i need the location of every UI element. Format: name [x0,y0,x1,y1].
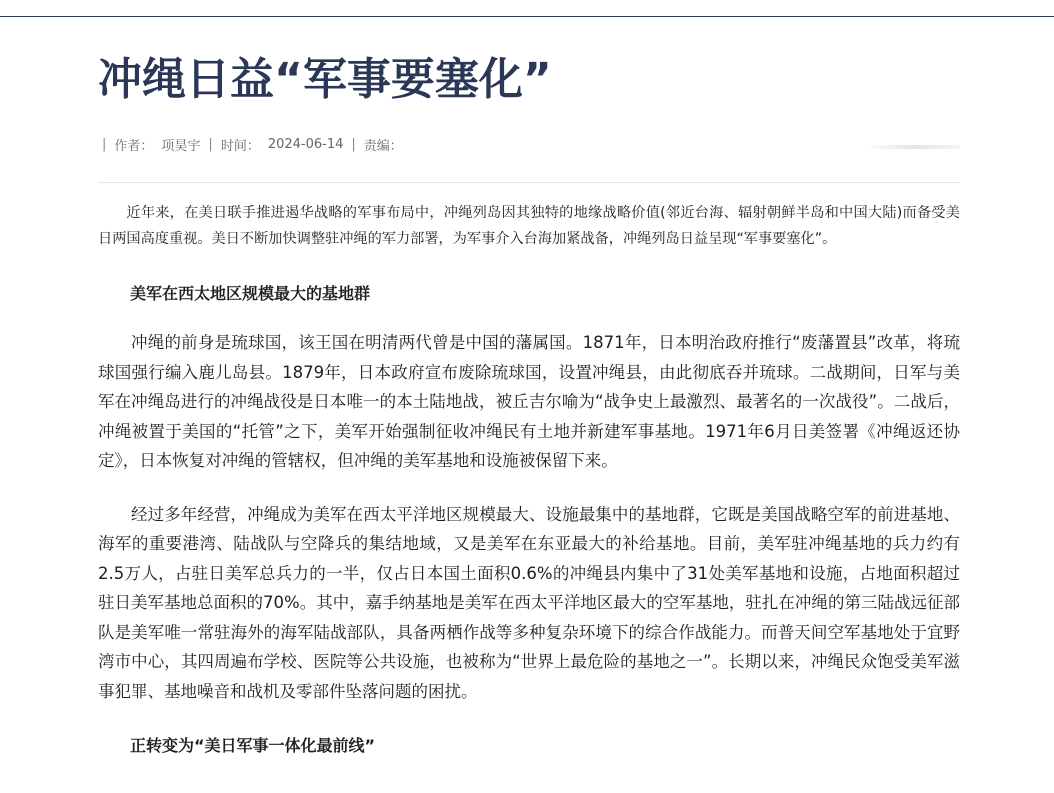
section-heading-2: 正转变为“美日军事一体化最前线” [130,736,376,755]
publish-date: 2024-06-14 [267,136,344,152]
meta-separator: | [208,136,213,152]
meta-divider [98,182,960,183]
editor-label: 责编： [363,138,403,154]
meta-fade-bar [868,145,960,149]
top-border [0,16,1054,17]
history-paragraph: 冲绳的前身是琉球国，该王国在明清两代曾是中国的藩属国。1871年，日本明治政府推行“废藩置县”改革，将琉球国强行编入鹿儿岛县。1879年，日本政府宣布废除琉球国，设置冲绳县，由此彻底吞并琉球。二战期间，日军与美军在冲绳岛进行的冲绳战役是日本唯一的本土陆地战，被丘吉尔喻为“战争史上最激烈、最著名的一次战役”。二战后，冲绳被置于美国的“托管”之下，美军开始强制征收冲绳民有土地并新建军事基地。1971年6月日美签署《冲绳返还协定》，日本恢复对冲绳的管辖权，但冲绳的美军基地和设施被保留下来。 [98,333,960,470]
section-heading-1: 美军在西太地区规模最大的基地群 [130,284,371,303]
bases-paragraph: 经过多年经营，冲绳成为美军在西太平洋地区规模最大、设施最集中的基地群，它既是美国战略空军的前进基地、海军的重要港湾、陆战队与空降兵的集结地域，又是美军在东亚最大的补给基地。目前，美军驻冲绳基地的兵力约有2.5万人，占驻日美军总兵力的一半，仅占日本国土面积0.6%的冲绳县内集中了31处美军基地和设施，占地面积超过驻日美军基地总面积的70%。其中，嘉手纳基地是美军在西太平洋地区最大的空军基地，驻扎在冲绳的第三陆战远征部队是美军唯一常驻海外的海军陆战部队，具备两栖作战等多种复杂环境下的综合作战能力。而普天间空军基地处于宜野湾市中心，其四周遍布学校、医院等公共设施，也被称为“世界上最危险的基地之一”。长期以来，冲绳民众饱受美军滋事犯罪、基地噪音和战机及零部件坠落问题的困扰。 [98,504,960,701]
time-label: 时间： [220,138,260,154]
meta-separator: | [351,136,356,152]
author-name: 项昊宇 [161,138,201,154]
article-body [98,200,960,758]
author-label: 作者： [114,138,154,154]
article-title: 冲绳日益“军事要塞化” [98,54,552,105]
article-meta [102,136,411,152]
intro-paragraph: 近年来，在美日联手推进遏华战略的军事布局中，冲绳列岛因其独特的地缘战略价值(邻近台海、辐射朝鲜半岛和中国大陆)而备受美日两国高度重视。美日不断加快调整驻冲绳的军力部署，为军事介入台海加紧战备，冲绳列岛日益呈现“军事要塞化”。 [98,205,960,247]
meta-separator: | [102,136,107,152]
